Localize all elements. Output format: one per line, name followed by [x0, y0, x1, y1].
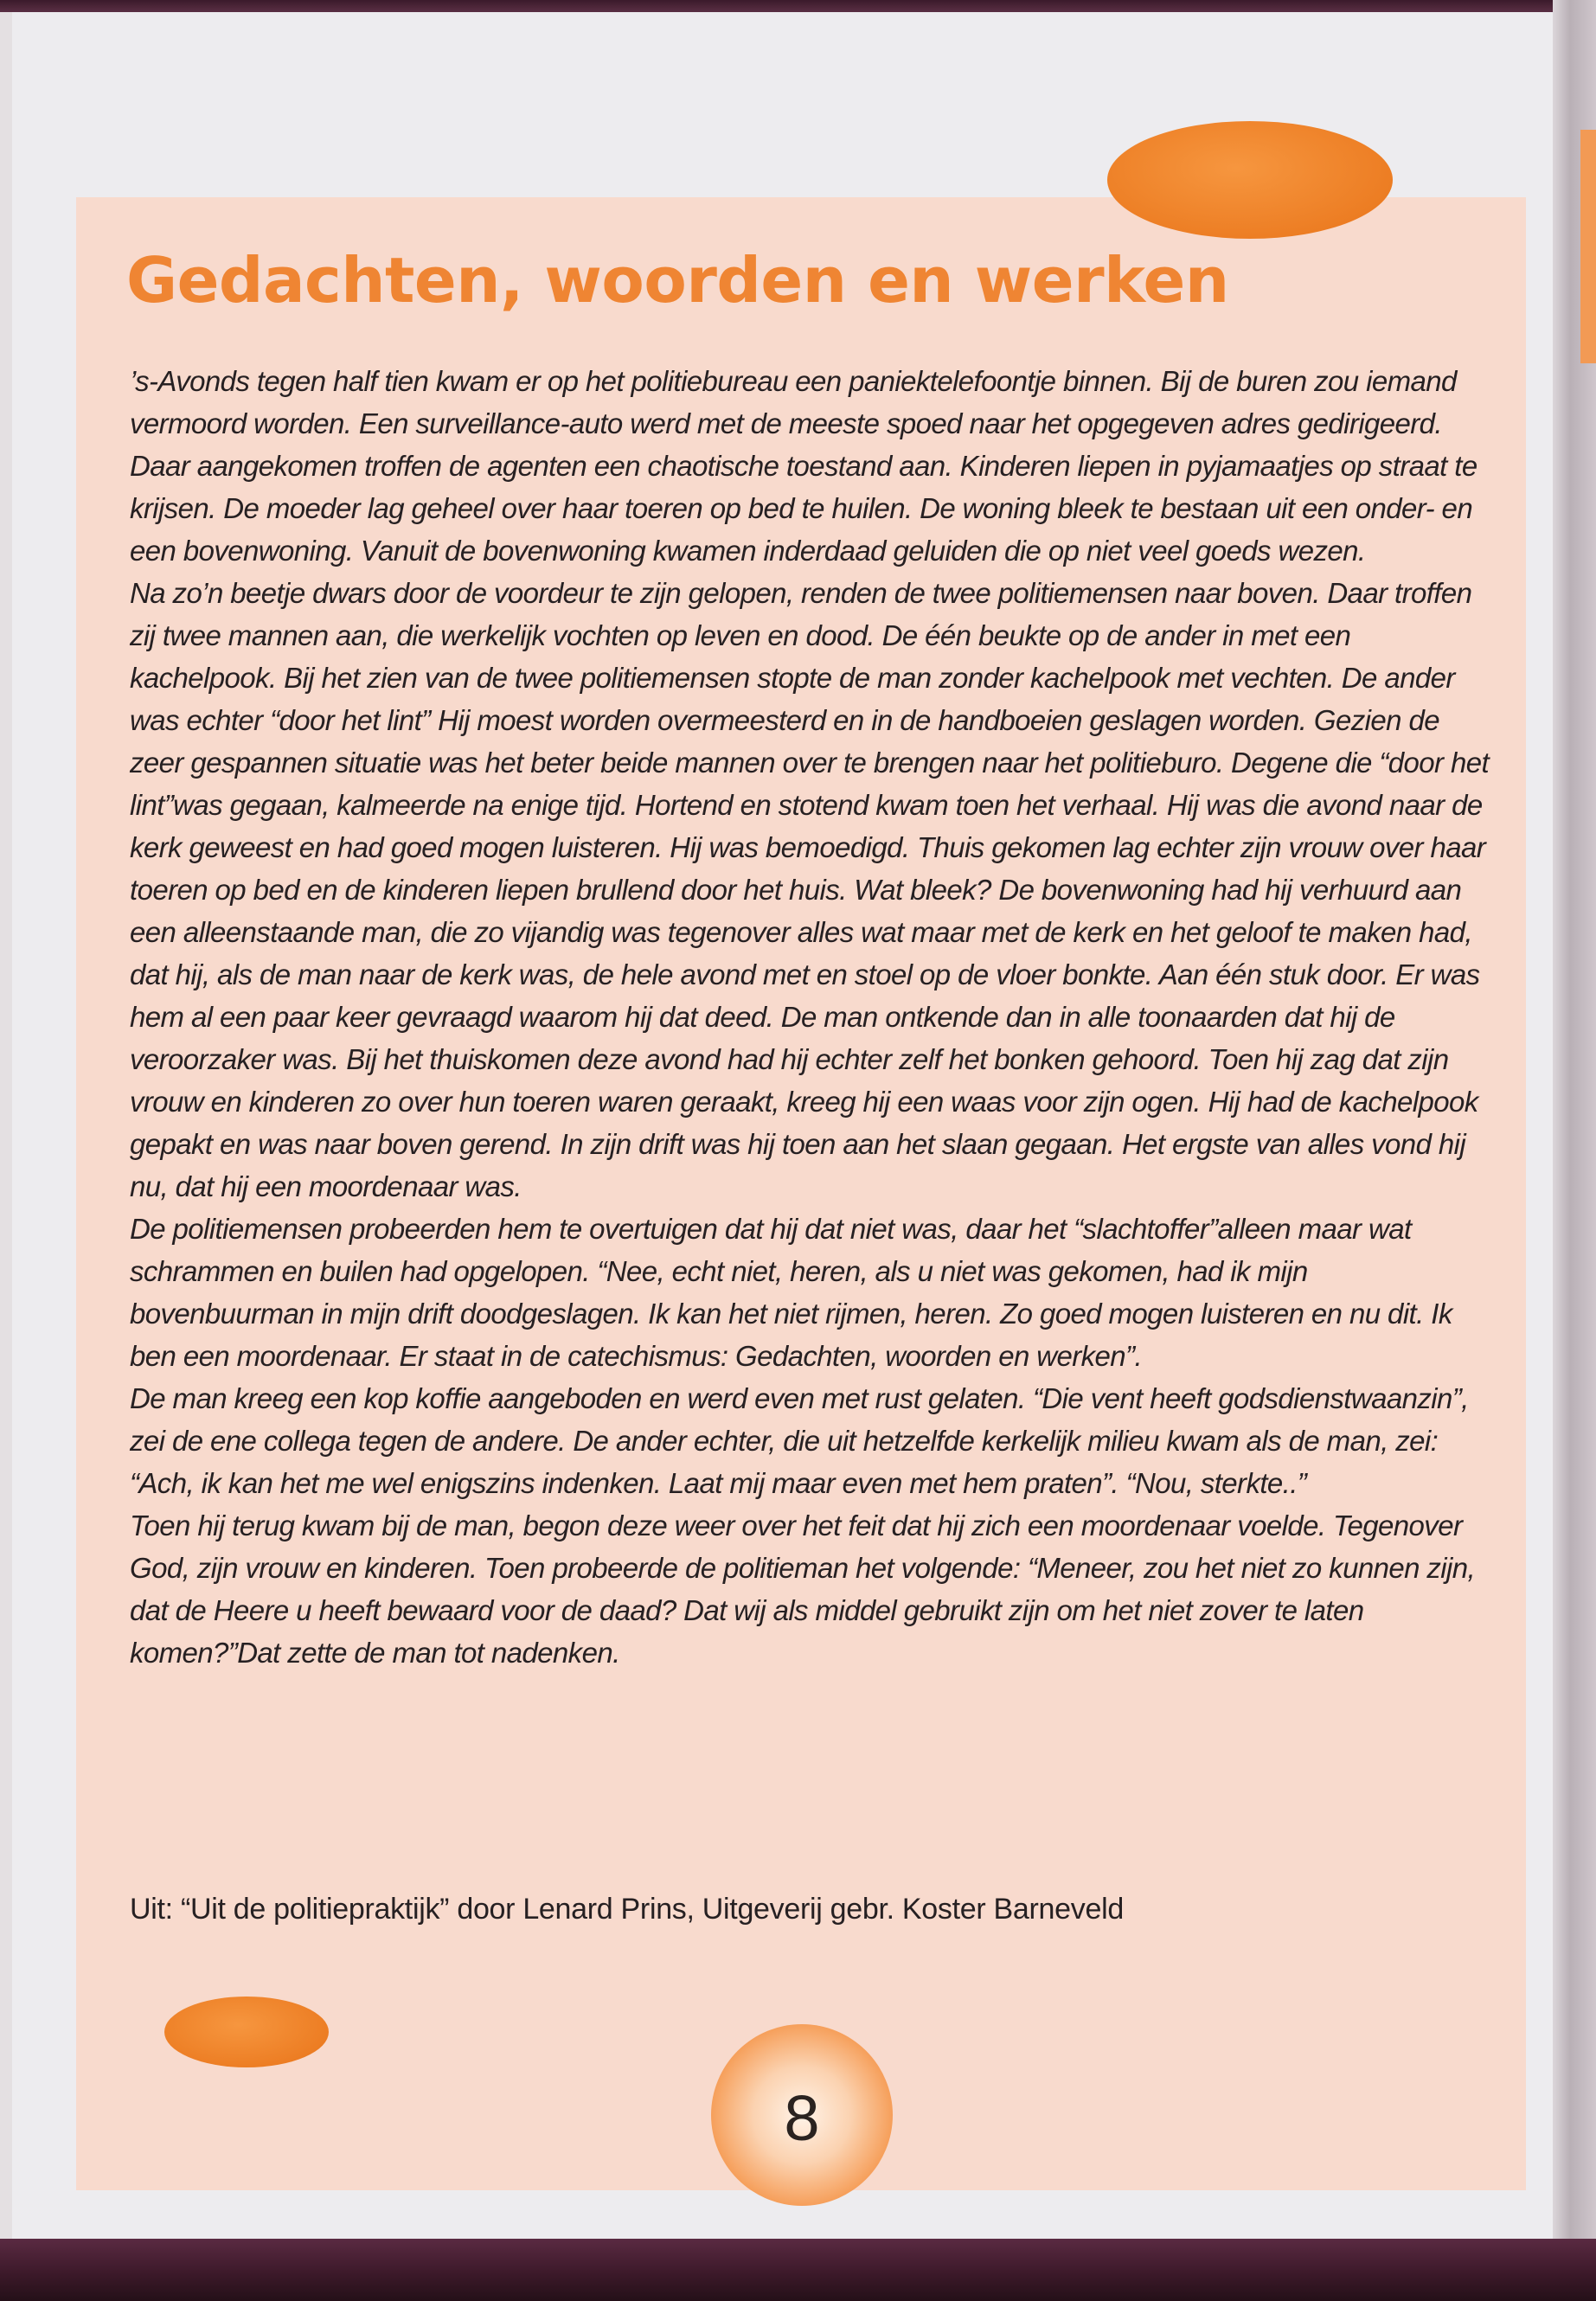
article-paragraph: De politiemensen probeerden hem te overtuigen dat hij dat niet was, daar het “slachtoffer”alleen maar wat schrammen en builen had opgelopen. “Nee, echt niet, heren, als u niet was gekomen, had ik mijn bovenbuurman in mijn drift doodgeslagen. Ik kan het niet rijmen, heren. Zo goed mogen luisteren en nu dit. Ik ben een moordenaar. Er staat in de catechismus: Gedachten, woorden en werken”. — [130, 1213, 1452, 1372]
article-body — [130, 360, 1497, 1674]
bottom-binding — [0, 2239, 1596, 2301]
article-paragraph: ’s-Avonds tegen half tien kwam er op het politiebureau een paniektelefoontje binnen. Bij de buren zou iemand vermoord worden. Een surveillance-auto werd met de meeste spoed naar het opgegeven adres gedirigeerd. Daar aangekomen troffen de agenten een chaotische toestand aan. Kinderen liepen in pyjamaatjes op straat te krijsen. De moeder lag geheel over haar toeren op bed te huilen. De woning bleek te bestaan uit een onder- en een bovenwoning. Vanuit de bovenwoning kwamen inderdaad geluiden die op niet veel goeds wezen. — [130, 365, 1477, 567]
source-credit: Uit: “Uit de politiepraktijk” door Lenard Prins, Uitgeverij gebr. Koster Barneveld — [130, 1893, 1124, 1926]
page-number-badge — [711, 2024, 893, 2206]
page-number: 8 — [784, 2081, 820, 2154]
article-title: Gedachten, woorden en werken — [126, 244, 1229, 317]
article-paragraph: De man kreeg een kop koffie aangeboden en werd even met rust gelaten. “Die vent heeft godsdienstwaanzin”, zei de ene collega tegen de andere. De ander echter, die uit hetzelfde kerkelijk milieu kwam als de man, zei: “Ach, ik kan het me wel enigszins indenken. Laat mij maar even met hem praten”. “Nou, sterkte..” — [130, 1382, 1469, 1499]
edge-accent-strip — [1580, 130, 1596, 363]
decorative-oval-top — [1107, 121, 1393, 239]
article-paragraph: Toen hij terug kwam bij de man, begon deze weer over het feit dat hij zich een moordenaar voelde. Tegenover God, zijn vrouw en kinderen. Toen probeerde de politieman het volgende: “Meneer, zou het niet zo kunnen zijn, dat de Heere u heeft bewaard voor de daad? Dat wij als middel gebruikt zijn om het niet zover te laten komen?”Dat zette de man tot nadenken. — [130, 1509, 1476, 1669]
article-paragraph: Na zo’n beetje dwars door de voordeur te zijn gelopen, renden de twee politiemensen naar boven. Daar troffen zij twee mannen aan, die werkelijk vochten op leven en dood. De één beukte op de ander in met een kachelpook. Bij het zien van de twee politiemensen stopte de man zonder kachelpook met vechten. De ander was echter “door het lint” Hij moest worden overmeesterd en in de handboeien geslagen worden. Gezien de zeer gespannen situatie was het beter beide mannen over te brengen naar het politieburo. Degene die “door het lint”was gegaan, kalmeerde na enige tijd. Hortend en stotend kwam toen het verhaal. Hij was die avond naar de kerk geweest en had goed mogen luisteren. Hij was bemoedigd. Thuis gekomen lag echter zijn vrouw over haar toeren op bed en de kinderen liepen brullend door het huis. Wat bleek? De bovenwoning had hij verhuurd aan een alleenstaande man, die zo vijandig was tegenover alles wat maar met de kerk en het geloof te maken had, dat hij, als de man naar de kerk was, de hele avond met en stoel op de vloer bonkte. Aan één stuk door. Er was hem al een paar keer gevraagd waarom hij dat deed. De man ontkende dan in alle toonaarden dat hij de veroorzaker was. Bij het thuiskomen deze avond had hij echter zelf het bonken gehoord. Toen hij zag dat zijn vrouw en kinderen zo over hun toeren waren geraakt, kreeg hij een waas voor zijn ogen. Hij had de kachelpook gepakt en was naar boven gerend. In zijn drift was hij toen aan het slaan gegaan. Het ergste van alles vond hij nu, dat hij een moordenaar was. — [130, 577, 1490, 1202]
decorative-oval-bottom — [164, 1997, 329, 2067]
top-binding — [0, 0, 1596, 12]
